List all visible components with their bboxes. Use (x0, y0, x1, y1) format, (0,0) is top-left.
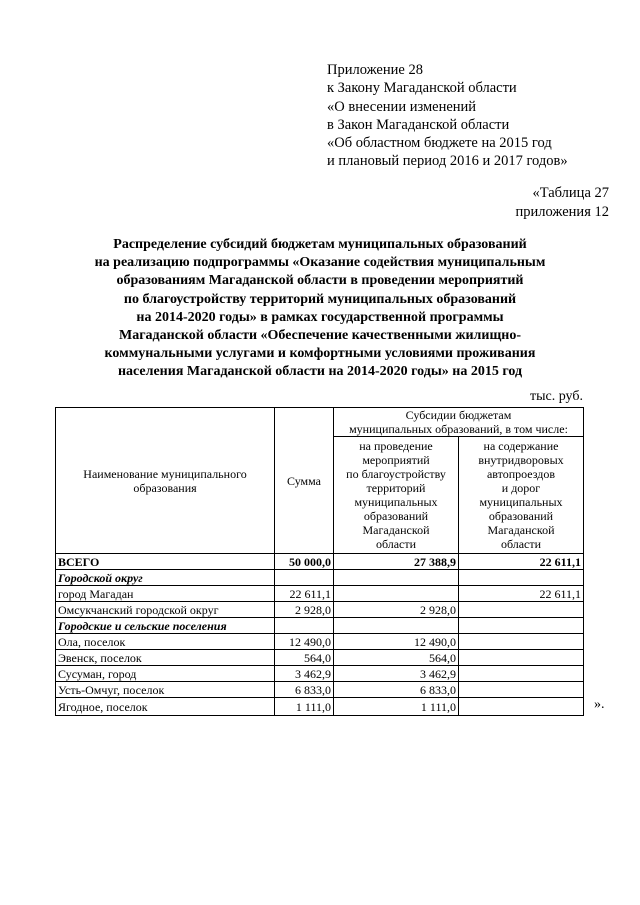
row-sub2-cell (459, 650, 584, 666)
header-sub2-cell (459, 437, 584, 554)
header-subsidies-line: муниципальных образований, в том числе: (349, 422, 568, 436)
row-name-cell: город Магадан (56, 586, 275, 602)
row-sub1-cell (334, 570, 459, 586)
row-sub1-cell: 12 490,0 (334, 634, 459, 650)
appendix-line: в Закон Магаданской области (327, 116, 510, 133)
title-line: Магаданской области «Обеспечение качественными жилищно- (118, 328, 522, 344)
title-line: образованиям Магаданской области в проведении мероприятий (116, 273, 524, 289)
table-row (56, 682, 584, 698)
appendix-line: Приложение 28 (327, 62, 423, 78)
row-name-cell: Сусуман, город (56, 666, 275, 682)
row-sub2-cell (459, 698, 584, 716)
appendix-reference (327, 61, 568, 171)
header-sum-cell: Сумма (275, 408, 334, 554)
header-sub2-line: на содержание (483, 439, 559, 453)
row-sum-cell: 564,0 (275, 650, 334, 666)
row-name-cell: Ягодное, поселок (56, 698, 275, 716)
row-sub2-cell (459, 634, 584, 650)
row-sub2-cell (459, 618, 584, 634)
row-sub1-cell: 564,0 (334, 650, 459, 666)
row-sum-cell: 3 462,9 (275, 666, 334, 682)
header-sub1-line: муниципальных (354, 495, 438, 509)
header-name-line: Наименование муниципального (83, 466, 247, 481)
table-ref-line: «Таблица 27 (532, 185, 609, 201)
row-sum-cell: 22 611,1 (275, 586, 334, 602)
header-sub1-line: Магаданской (362, 523, 430, 537)
header-subsidies-line: Субсидии бюджетам (405, 408, 512, 422)
title-line: населения Магаданской области на 2014-2020 годы» на 2015 год (117, 364, 523, 380)
appendix-line: «Об областном бюджете на 2015 год (327, 135, 552, 152)
table-section-row (56, 570, 584, 586)
header-sub2-line: Магаданской (487, 523, 555, 537)
row-name-cell: Городские и сельские поселения (56, 618, 275, 634)
title-line: по благоустройству территорий муниципальных образований (123, 291, 517, 307)
row-sub1-cell: 1 111,0 (334, 698, 459, 716)
title-line: на реализацию подпрограммы «Оказание содействия муниципальным (94, 255, 546, 271)
header-subsidies-cell (334, 408, 584, 437)
row-sub2-cell: 22 611,1 (459, 586, 584, 602)
header-sub1-line: области (375, 537, 417, 551)
row-sum-cell (275, 618, 334, 634)
appendix-line: к Закону Магаданской области (327, 80, 517, 97)
row-sum-cell (275, 570, 334, 586)
table-header-row (56, 408, 584, 437)
table-row (56, 634, 584, 650)
table-reference (516, 184, 609, 221)
row-name-cell: Ола, поселок (56, 634, 275, 650)
table-row (56, 602, 584, 618)
header-sub1-line: мероприятий (362, 453, 430, 467)
header-sub1-cell (334, 437, 459, 554)
row-sum-cell: 12 490,0 (275, 634, 334, 650)
header-sub2-line: муниципальных (479, 495, 563, 509)
appendix-line: «О внесении изменений (327, 98, 477, 115)
subsidy-table (55, 407, 584, 716)
title-line: на 2014-2020 годы» в рамках государственной программы (136, 309, 504, 325)
row-sub1-cell (334, 618, 459, 634)
header-sub1-line: по благоустройству (346, 467, 446, 481)
row-sum-cell: 2 928,0 (275, 602, 334, 618)
row-name-cell: Усть-Омчуг, поселок (56, 682, 275, 698)
row-sub2-cell (459, 682, 584, 698)
header-sub2-line: автопроездов (486, 467, 556, 481)
row-sub1-cell: 27 388,9 (334, 554, 459, 570)
table-row (56, 586, 584, 602)
header-sub2-line: внутридворовых (478, 453, 564, 467)
header-name-line: образования (133, 480, 197, 495)
table-row (56, 554, 584, 570)
row-name-cell: Омсукчанский городской округ (56, 602, 275, 618)
header-sub2-line: и дорог (501, 481, 541, 495)
row-sum-cell: 50 000,0 (275, 554, 334, 570)
units-label: тыс. руб. (530, 389, 583, 404)
row-sub2-cell (459, 602, 584, 618)
header-sub1-line: на проведение (359, 439, 433, 453)
table-ref-line: приложения 12 (515, 203, 609, 220)
row-sum-cell: 6 833,0 (275, 682, 334, 698)
table-row (56, 698, 584, 716)
row-sub1-cell: 2 928,0 (334, 602, 459, 618)
row-sub2-cell (459, 570, 584, 586)
title-line: Распределение субсидий бюджетам муниципальных образований (113, 237, 527, 252)
title-line: коммунальными услугами и комфортными условиями проживания (104, 346, 536, 362)
table-row (56, 650, 584, 666)
header-sub2-line: образований (488, 509, 554, 523)
appendix-line: и плановый период 2016 и 2017 годов» (327, 153, 568, 170)
table-row (56, 666, 584, 682)
header-sub1-line: территорий (366, 481, 426, 495)
row-sub2-cell (459, 666, 584, 682)
row-sum-cell: 1 111,0 (275, 698, 334, 716)
row-sub2-cell: 22 611,1 (459, 554, 584, 570)
table-section-row (56, 618, 584, 634)
header-sub2-line: области (500, 537, 542, 551)
row-sub1-cell (334, 586, 459, 602)
header-name-cell (56, 408, 275, 554)
row-name-cell: ВСЕГО (56, 554, 275, 570)
header-sub1-line: образований (363, 509, 429, 523)
row-sub1-cell: 3 462,9 (334, 666, 459, 682)
closing-quote-mark: ». (594, 697, 605, 712)
row-name-cell: Эвенск, поселок (56, 650, 275, 666)
row-name-cell: Городской округ (56, 570, 275, 586)
document-title (50, 236, 590, 382)
row-sub1-cell: 6 833,0 (334, 682, 459, 698)
